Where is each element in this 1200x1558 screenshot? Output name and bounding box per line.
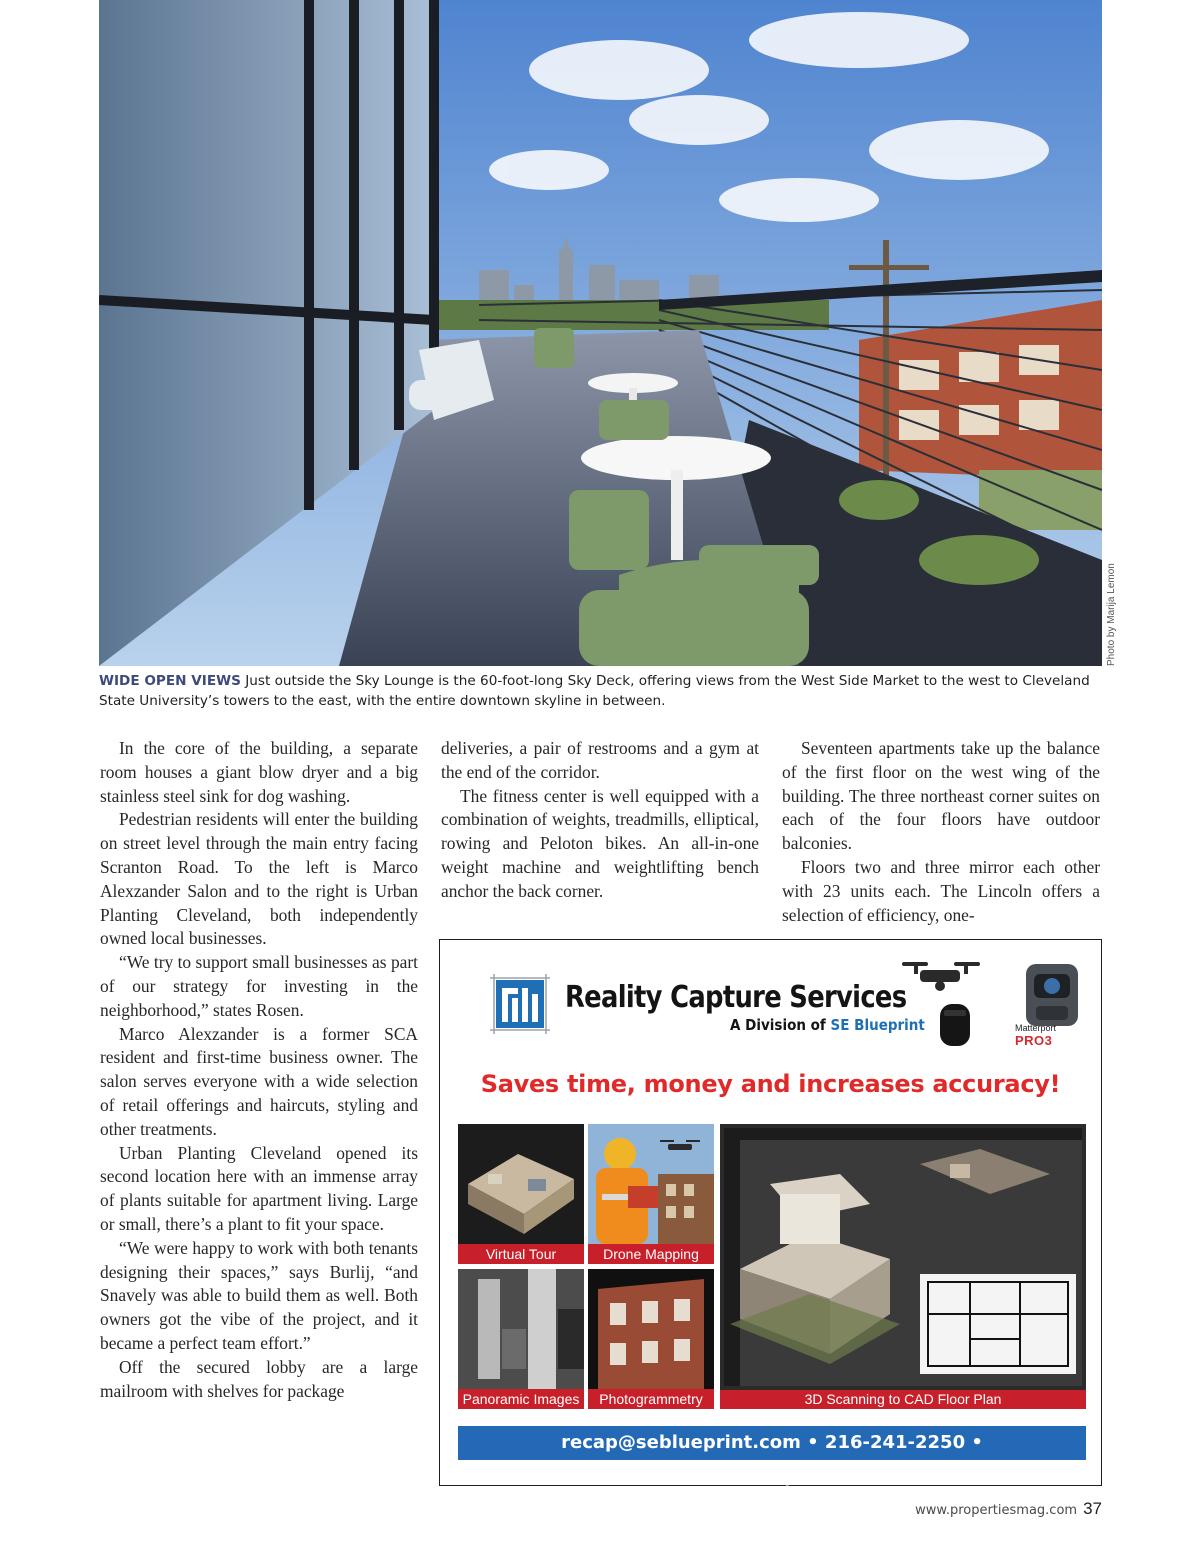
paragraph: “We were happy to work with both tenants designing their spaces,” says Burlij, “and Snavely was able to build them as well. Both owners got the vibe of the project, and it became a perfect team effort.” bbox=[100, 1237, 418, 1353]
ad-contact-bar: recap@seblueprint.com • 216-241-2250 • www.seblueprint.com bbox=[458, 1426, 1086, 1460]
caption-text: Just outside the Sky Lounge is the 60-foot-long Sky Deck, offering views from the West Side Market to the west to Cleveland State University’s towers to the east, with the entire downtown skyline in between. bbox=[99, 673, 1090, 709]
article-column-2 bbox=[441, 737, 759, 904]
division-prefix: A Division of bbox=[730, 1016, 831, 1034]
tile-photogrammetry bbox=[588, 1269, 714, 1409]
paragraph: Marco Alexzander is a former SCA resident and first-time business owner. The salon serves everyone with a wide selection of retail offerings and haircuts, styling and other treatments. bbox=[100, 1023, 418, 1139]
tile-3d-scanning bbox=[720, 1124, 1086, 1409]
page-footer bbox=[880, 1499, 1102, 1519]
paragraph: The fitness center is well equipped with a combination of weights, treadmills, elliptical, rowing and Peloton bikes. An all-in-one weight machine and weightlifting bench anchor the back corner. bbox=[441, 785, 759, 901]
tile-drone-mapping bbox=[588, 1124, 714, 1264]
matterport-label: Matterport bbox=[1015, 1023, 1057, 1033]
tile-label: Photogrammetry bbox=[588, 1389, 714, 1409]
sky-deck-photo bbox=[99, 0, 1102, 666]
photo-caption bbox=[99, 671, 1102, 711]
page-number: 37 bbox=[1083, 1499, 1102, 1518]
matterport-model: PRO3 bbox=[1015, 1033, 1053, 1048]
brand-division bbox=[730, 1016, 925, 1034]
paragraph: Pedestrian residents will enter the building on street level through the main entry facing Scranton Road. To the left is Marco Alexzander Salon and to the right is Urban Planting Cleveland, both independently owned local businesses. bbox=[100, 809, 418, 949]
scanner-equipment-icon bbox=[898, 952, 1098, 1052]
photo-credit: Photo by Marija Lemon bbox=[1106, 563, 1117, 666]
brand-name: Reality Capture Services bbox=[565, 980, 907, 1015]
se-blueprint-logo-icon bbox=[484, 968, 556, 1040]
paragraph: Seventeen apartments take up the balance of the first floor on the west wing of the building. The three northeast corner suites on each of the four floors have outdoor balconies. bbox=[782, 738, 1100, 854]
tile-label: Drone Mapping bbox=[588, 1244, 714, 1264]
paragraph: Off the secured lobby are a large mailroom with shelves for package bbox=[100, 1356, 418, 1401]
tile-virtual-tour bbox=[458, 1124, 584, 1264]
brick-facade-icon bbox=[588, 1269, 714, 1389]
tile-label: 3D Scanning to CAD Floor Plan bbox=[720, 1390, 1086, 1409]
dollhouse-model-icon bbox=[458, 1124, 584, 1244]
article-column-3 bbox=[782, 737, 1100, 927]
caption-lead: WIDE OPEN VIEWS bbox=[99, 673, 241, 689]
tile-panoramic-images bbox=[458, 1269, 584, 1409]
paragraph: deliveries, a pair of restrooms and a gym at the end of the corridor. bbox=[441, 738, 759, 782]
paragraph: Floors two and three mirror each other with 23 units each. The Lincoln offers a selection of efficiency, one- bbox=[782, 856, 1100, 925]
paragraph: Urban Planting Cleveland opened its second location here with an immense array of plants suitable for apartment living. Large or small, there’s a plant to fit your space. bbox=[100, 1142, 418, 1234]
division-name: SE Blueprint bbox=[830, 1016, 925, 1034]
mechanical-room-icon bbox=[458, 1269, 584, 1389]
paragraph: In the core of the building, a separate room houses a giant blow dryer and a big stainless steel sink for dog washing. bbox=[100, 738, 418, 806]
matterport-pro3-badge bbox=[1015, 1023, 1056, 1048]
magazine-url: www.propertiesmag.com bbox=[915, 1503, 1078, 1518]
tile-label: Panoramic Images bbox=[458, 1389, 584, 1409]
drone-operator-icon bbox=[588, 1124, 714, 1244]
ad-tagline: Saves time, money and increases accuracy! bbox=[480, 1070, 1061, 1098]
cad-software-window-icon bbox=[720, 1124, 1086, 1390]
tile-label: Virtual Tour bbox=[458, 1244, 584, 1264]
sky-deck-illustration bbox=[99, 0, 1102, 666]
article-column-1 bbox=[100, 737, 418, 1403]
paragraph: “We try to support small businesses as part of our strategy for investing in the neighborhood,” states Rosen. bbox=[100, 952, 418, 1020]
advertisement bbox=[439, 939, 1102, 1486]
